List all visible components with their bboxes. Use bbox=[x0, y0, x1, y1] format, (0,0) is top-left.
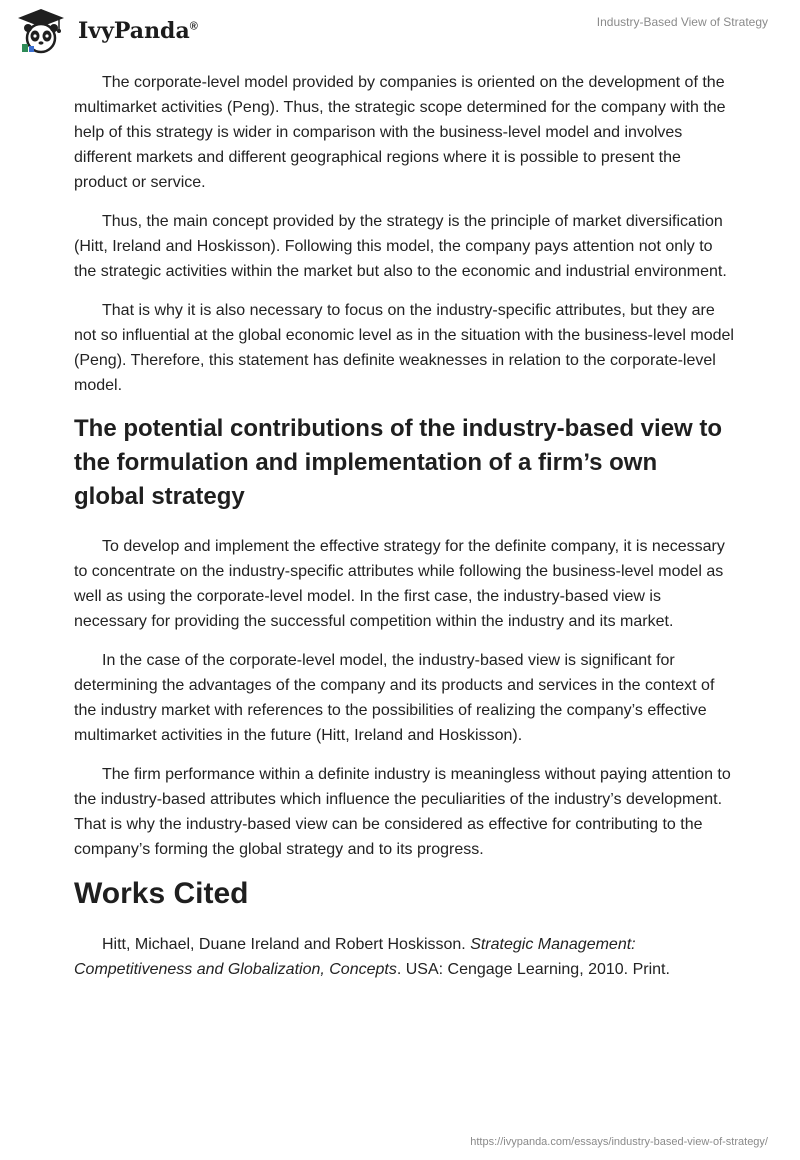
section-heading: The potential contributions of the industry-based view to the formulation and implementation of a firm’s own global strategy bbox=[74, 415, 723, 510]
paragraph: In the case of the corporate-level model, the industry-based view is significant for determining the advantages of the company and its products and services in the context of the industry market with references to the possibilities of realizing the company’s effective multimarket activities in the future (Hitt, Ireland and Hoskisson). bbox=[74, 652, 715, 744]
page-title: Industry-Based View of Strategy bbox=[596, 15, 768, 29]
works-cited-heading: Works Cited bbox=[74, 877, 249, 910]
footer-url[interactable]: https://ivypanda.com/essays/industry-based-view-of-strategy/ bbox=[470, 1136, 768, 1148]
paragraph: The corporate-level model provided by companies is oriented on the development of the multimarket activities (Peng). Thus, the strategic scope determined for the company with the help of this strategy is wider in comparison with the business-level model and involves different markets and different geographical regions where it is possible to present the product or service. bbox=[74, 74, 726, 191]
paragraph: The firm performance within a definite industry is meaningless without paying attention to the industry-based attributes which influence the peculiarities of the industry’s development. That is why the industry-based view can be considered as effective for contributing to the company’s forming the global strategy and to its progress. bbox=[74, 766, 731, 858]
page-header bbox=[0, 0, 800, 60]
essay-content bbox=[74, 70, 734, 996]
paragraph: Thus, the main concept provided by the strategy is the principle of market diversification (Hitt, Ireland and Hoskisson). Following this model, the company pays attention not only to the strategic activities within the market but also to the economic and industrial environment. bbox=[74, 213, 727, 280]
paragraph: That is why it is also necessary to focus on the industry-specific attributes, but they are not so influential at the global economic level as in the situation with the business-level model (Peng). Therefore, this statement has definite weaknesses in relation to the corporate-level model. bbox=[74, 302, 734, 394]
ivypanda-logo[interactable] bbox=[14, 8, 234, 54]
citation-authors: Hitt, Michael, Duane Ireland and Robert Hoskisson. bbox=[102, 936, 466, 953]
logo-wordmark: IvyPanda® bbox=[78, 18, 198, 44]
citation-publisher: . USA: Cengage Learning, 2010. Print. bbox=[396, 961, 670, 978]
registered-mark: ® bbox=[189, 20, 198, 33]
citation-entry bbox=[74, 932, 734, 982]
citation-title: Strategic Management: Competitiveness and Globalization, Concepts bbox=[74, 936, 636, 978]
paragraph: To develop and implement the effective strategy for the definite company, it is necessary to concentrate on the industry-specific attributes while following the business-level model as well as using the corporate-level model. In the first case, the industry-based view is necessary for providing the successful competition within the industry and its market. bbox=[74, 538, 725, 630]
panda-mascot-icon bbox=[14, 8, 68, 54]
